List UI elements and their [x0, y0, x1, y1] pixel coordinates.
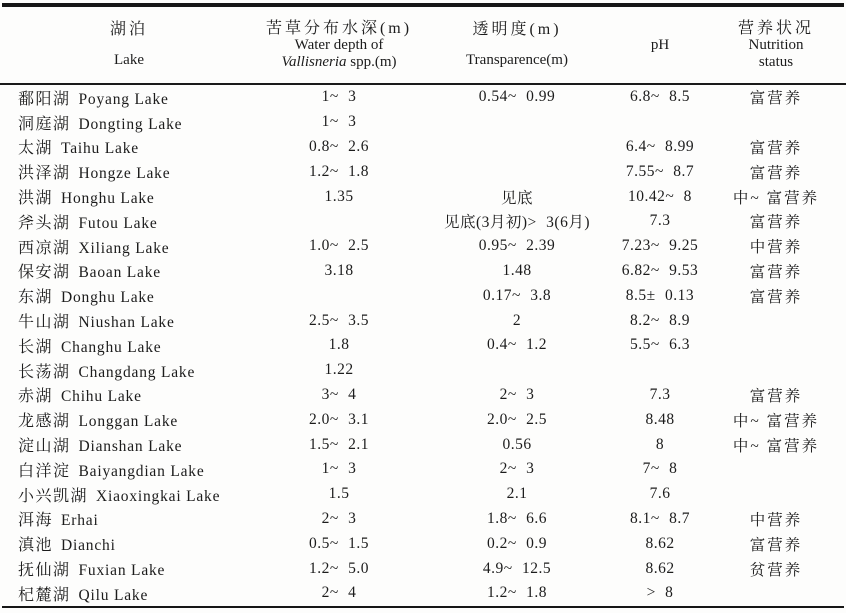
table-row	[0, 259, 846, 284]
table-row	[0, 457, 846, 482]
transparency-cell: 见底(3月初)> 3(6月)	[443, 214, 590, 232]
lake-name-cell	[0, 582, 258, 605]
column-header-nutrition-en1: Nutrition	[748, 36, 804, 53]
transparency-cell: 0.95~ 2.39	[478, 237, 556, 255]
transparency-cell: 2~ 3	[499, 385, 535, 403]
ph-cell: 8.2~ 8.9	[629, 311, 690, 329]
lake-name-cell	[0, 259, 258, 282]
transparency-cell: 1.2~ 1.8	[486, 584, 547, 602]
ph-cell: 6.8~ 8.5	[629, 88, 690, 106]
water-depth-cell: 1.5	[328, 485, 350, 503]
lake-name-en: Chihu Lake	[61, 388, 142, 406]
transparency-cell: 1.8~ 6.6	[486, 509, 547, 527]
lake-name-zh: 淀山湖	[18, 438, 71, 456]
lake-name-cell	[0, 185, 258, 208]
lake-name-zh: 长荡湖	[18, 363, 71, 381]
ph-cell: 6.4~ 8.99	[625, 137, 695, 155]
table-row	[0, 308, 846, 333]
water-depth-cell: 1~ 3	[321, 113, 357, 131]
lake-name-en: Fuxian Lake	[78, 562, 166, 580]
water-depth-cell: 3~ 4	[321, 385, 357, 403]
lake-name-en: Xiliang Lake	[78, 239, 170, 257]
lake-name-cell	[0, 532, 258, 555]
lake-name-en: Dianshan Lake	[78, 438, 183, 456]
ph-cell: 8.5± 0.13	[625, 286, 695, 304]
water-depth-cell: 1.0~ 2.5	[308, 237, 369, 255]
water-depth-cell: 2~ 3	[321, 509, 357, 527]
table-row	[0, 110, 846, 135]
lake-name-cell	[0, 334, 258, 357]
transparency-cell: 0.2~ 0.9	[486, 534, 547, 552]
column-header-ph-label: pH	[650, 36, 670, 53]
ph-cell: 6.82~ 9.53	[621, 261, 699, 279]
table-body	[0, 85, 846, 606]
lake-name-cell	[0, 433, 258, 456]
column-header-nutrition-zh: 营养状况	[737, 19, 814, 37]
table-row	[0, 407, 846, 432]
table-row	[0, 556, 846, 581]
lake-name-zh: 抚仙湖	[18, 562, 71, 580]
lake-name-cell	[0, 86, 258, 109]
lake-name-zh: 斧头湖	[18, 214, 71, 232]
table-row	[0, 507, 846, 532]
lake-name-cell	[0, 309, 258, 332]
nutrition-cell: 中~ 富营养	[732, 189, 820, 207]
lake-name-zh: 洪湖	[18, 190, 54, 208]
column-header-transparency	[420, 7, 614, 83]
transparency-cell: 1.48	[502, 261, 532, 279]
lake-name-en: Dianchi	[61, 537, 116, 555]
lake-name-zh: 长湖	[18, 338, 54, 356]
lake-name-cell	[0, 359, 258, 382]
lake-name-zh: 杞麓湖	[18, 586, 71, 604]
lake-name-cell	[0, 557, 258, 580]
nutrition-cell: 富营养	[749, 164, 803, 182]
ph-cell: 5.5~ 6.3	[629, 336, 690, 354]
column-header-lake-en: Lake	[114, 52, 144, 68]
nutrition-cell: 中~ 富营养	[732, 437, 820, 455]
lake-name-zh: 洱海	[18, 512, 54, 530]
table-row	[0, 209, 846, 234]
table-row	[0, 159, 846, 184]
column-header-water-depth-zh: 苦草分布水深(m)	[265, 19, 413, 37]
ph-cell: 7.3	[649, 212, 671, 230]
lake-name-cell	[0, 210, 258, 233]
nutrition-cell: 中营养	[749, 239, 803, 257]
lake-name-cell	[0, 507, 258, 530]
column-header-lake	[0, 7, 258, 83]
water-depth-cell: 2.0~ 3.1	[308, 410, 369, 428]
water-depth-cell: 0.8~ 2.6	[308, 137, 369, 155]
water-depth-cell: 1.2~ 1.8	[308, 162, 369, 180]
water-depth-cell: 1.35	[324, 187, 354, 205]
table-row	[0, 283, 846, 308]
column-header-water-depth	[258, 7, 420, 83]
water-depth-cell: 1.2~ 5.0	[308, 559, 369, 577]
lake-name-en: Poyang Lake	[78, 90, 169, 108]
lake-name-zh: 鄱阳湖	[18, 90, 71, 108]
ph-cell: 7.3	[649, 385, 671, 403]
lake-name-zh: 保安湖	[18, 264, 71, 282]
lake-name-en: Qilu Lake	[78, 586, 149, 604]
transparency-cell: 0.54~ 0.99	[478, 88, 556, 106]
column-header-lake-zh: 湖泊	[109, 21, 148, 38]
water-depth-cell: 2~ 4	[321, 584, 357, 602]
table-header-row	[0, 7, 846, 85]
lake-name-en: Xiaoxingkai Lake	[96, 487, 221, 505]
lake-name-cell	[0, 458, 258, 481]
column-header-ph	[614, 7, 706, 83]
column-header-water-depth-en1: Water depth of	[294, 36, 384, 53]
column-header-transparency-zh: 透明度(m)	[472, 21, 562, 38]
ph-cell: > 8	[646, 584, 674, 602]
transparency-cell: 2.1	[506, 485, 528, 503]
lake-name-zh: 小兴凯湖	[18, 487, 89, 505]
water-depth-cell: 1~ 3	[321, 460, 357, 478]
water-depth-cell: 1.22	[324, 361, 354, 379]
lake-name-en: Changhu Lake	[61, 338, 162, 356]
nutrition-cell: 富营养	[749, 214, 803, 232]
nutrition-cell: 中营养	[749, 511, 803, 529]
lake-name-en: Futou Lake	[78, 214, 158, 232]
column-header-water-depth-en2: Vallisneria spp.(m)	[281, 53, 397, 70]
lake-name-en: Honghu Lake	[61, 190, 155, 208]
ph-cell: 8.62	[645, 534, 675, 552]
lake-name-cell	[0, 408, 258, 431]
lake-name-zh: 龙感湖	[18, 413, 71, 431]
ph-cell: 10.42~ 8	[628, 187, 692, 205]
ph-cell: 8	[655, 435, 665, 453]
nutrition-cell: 富营养	[749, 387, 803, 405]
water-depth-cell: 1.8	[328, 336, 350, 354]
lake-name-zh: 赤湖	[18, 388, 54, 406]
lake-name-en: Niushan Lake	[78, 314, 175, 332]
nutrition-cell: 富营养	[749, 90, 803, 108]
table-row	[0, 184, 846, 209]
table-row	[0, 358, 846, 383]
nutrition-cell: 贫营养	[749, 561, 803, 579]
lake-name-cell	[0, 111, 258, 134]
ph-cell: 7.6	[649, 485, 671, 503]
water-depth-cell: 3.18	[324, 261, 354, 279]
nutrition-cell: 富营养	[749, 263, 803, 281]
ph-cell: 8.1~ 8.7	[629, 509, 690, 527]
lake-name-zh: 洞庭湖	[18, 115, 71, 133]
lake-name-en: Taihu Lake	[61, 140, 139, 158]
table-row	[0, 333, 846, 358]
transparency-cell: 0.56	[502, 435, 532, 453]
lake-name-en: Donghu Lake	[61, 289, 155, 307]
water-depth-cell: 0.5~ 1.5	[308, 534, 369, 552]
lake-name-en: Erhai	[61, 512, 99, 530]
lake-name-zh: 白洋淀	[18, 462, 71, 480]
transparency-cell: 2~ 3	[499, 460, 535, 478]
table-row	[0, 482, 846, 507]
ph-cell: 7~ 8	[642, 460, 678, 478]
lake-name-en: Baoan Lake	[78, 264, 161, 282]
column-header-nutrition	[706, 7, 846, 83]
ph-cell: 7.23~ 9.25	[621, 237, 699, 255]
column-header-transparency-en: Transparence(m)	[466, 52, 568, 68]
lake-name-en: Baiyangdian Lake	[78, 462, 205, 480]
lake-name-cell	[0, 383, 258, 406]
table-row	[0, 383, 846, 408]
transparency-cell: 见底	[500, 189, 533, 207]
table-row	[0, 234, 846, 259]
column-header-nutrition-en2: status	[758, 53, 794, 70]
lake-name-en: Longgan Lake	[78, 413, 179, 431]
lake-name-cell	[0, 235, 258, 258]
water-depth-cell: 1~ 3	[321, 88, 357, 106]
water-depth-cell: 1.5~ 2.1	[308, 435, 369, 453]
table-row	[0, 531, 846, 556]
lake-name-zh: 滇池	[18, 537, 54, 555]
lake-name-en: Changdang Lake	[78, 363, 196, 381]
nutrition-cell: 中~ 富营养	[732, 412, 820, 430]
transparency-cell: 2	[512, 311, 522, 329]
table-row	[0, 85, 846, 110]
water-depth-cell: 2.5~ 3.5	[308, 311, 369, 329]
lake-name-cell	[0, 160, 258, 183]
lake-name-en: Dongting Lake	[78, 115, 183, 133]
transparency-cell: 4.9~ 12.5	[482, 559, 552, 577]
nutrition-cell: 富营养	[749, 139, 803, 157]
nutrition-cell: 富营养	[749, 536, 803, 554]
transparency-cell: 2.0~ 2.5	[486, 410, 547, 428]
lakes-table	[0, 3, 846, 608]
lake-name-cell	[0, 135, 258, 158]
lake-name-zh: 西凉湖	[18, 239, 71, 257]
lake-name-zh: 牛山湖	[18, 314, 71, 332]
vallisneria-italic-text: Vallisneria	[281, 53, 347, 70]
lake-name-en: Hongze Lake	[78, 165, 171, 183]
table-row	[0, 432, 846, 457]
transparency-cell: 0.17~ 3.8	[482, 286, 552, 304]
table-row	[0, 581, 846, 606]
lake-name-zh: 洪泽湖	[18, 165, 71, 183]
ph-cell: 8.62	[645, 559, 675, 577]
ph-cell: 8.48	[645, 410, 675, 428]
transparency-cell: 0.4~ 1.2	[486, 336, 547, 354]
lake-name-zh: 东湖	[18, 289, 54, 307]
table-bottom-rule	[2, 606, 844, 608]
table-row	[0, 135, 846, 160]
lake-name-cell	[0, 483, 258, 506]
lake-name-zh: 太湖	[18, 140, 54, 158]
lake-name-cell	[0, 284, 258, 307]
nutrition-cell: 富营养	[749, 288, 803, 306]
ph-cell: 7.55~ 8.7	[625, 162, 695, 180]
